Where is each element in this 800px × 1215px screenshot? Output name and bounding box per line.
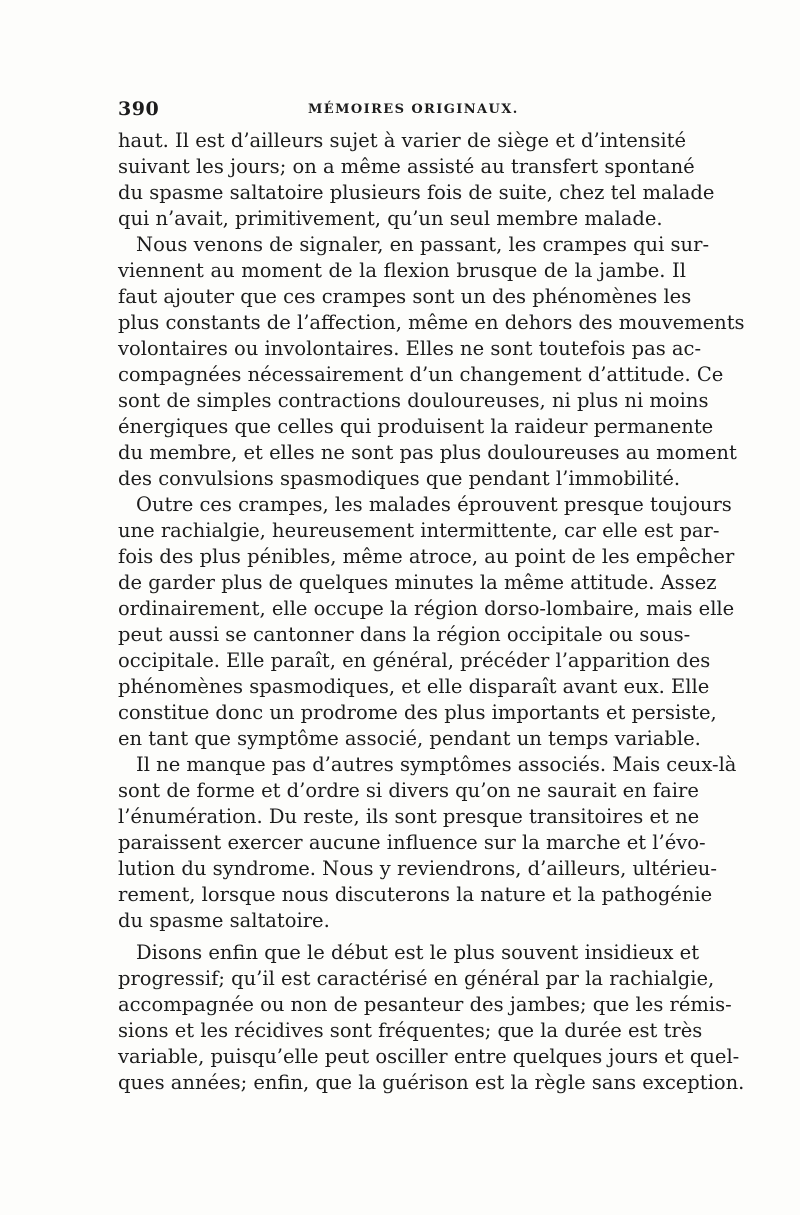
text-line: haut. Il est d’ailleurs sujet à varier de siège et d’intensité: [118, 129, 686, 152]
paragraph-2: [118, 232, 745, 492]
text-line: de garder plus de quelques minutes la même attitude. Assez: [118, 571, 717, 594]
text-line: progressif; qu’il est caractérisé en général par la rachialgie,: [118, 967, 715, 990]
text-line: sions et les récidives sont fréquentes; que la durée est très: [118, 1019, 703, 1042]
text-line: ques années; enfin, que la guérison est la règle sans exception.: [118, 1071, 745, 1094]
text-line: occipitale. Elle paraît, en général, précéder l’apparition des: [118, 649, 711, 672]
text-line: une rachialgie, heureusement intermittente, car elle est par-: [118, 519, 720, 542]
text-line: faut ajouter que ces crampes sont un des phénomènes les: [118, 285, 692, 308]
text-line: paraissent exercer aucune influence sur la marche et l’évo-: [118, 831, 706, 854]
running-head: [118, 98, 688, 126]
text-line: suivant les jours; on a même assisté au transfert spontané: [118, 155, 695, 178]
text-line: Nous venons de signaler, en passant, les crampes qui sur-: [136, 233, 710, 256]
text-line: l’énumération. Du reste, ils sont presque transitoires et ne: [118, 805, 700, 828]
text-line: Il ne manque pas d’autres symptômes associés. Mais ceux-là: [136, 753, 737, 776]
text-line: Outre ces crampes, les malades éprouvent presque toujours: [136, 493, 732, 516]
paragraph-3: [118, 492, 735, 752]
text-line: constitue donc un prodrome des plus importants et persiste,: [118, 701, 717, 724]
text-line: viennent au moment de la flexion brusque de la jambe. Il: [118, 259, 686, 282]
body-text: [118, 128, 745, 1096]
paragraph-4: [118, 752, 737, 934]
text-line: volontaires ou involontaires. Elles ne sont toutefois pas ac-: [118, 337, 702, 360]
text-line: Disons enfin que le début est le plus souvent insidieux et: [136, 941, 700, 964]
text-line: qui n’avait, primitivement, qu’un seul membre malade.: [118, 207, 663, 230]
text-line: peut aussi se cantonner dans la région occipitale ou sous-: [118, 623, 691, 646]
text-line: en tant que symptôme associé, pendant un temps variable.: [118, 727, 701, 750]
text-line: plus constants de l’affection, même en dehors des mouvements: [118, 311, 745, 334]
text-line: sont de forme et d’ordre si divers qu’on ne saurait en faire: [118, 779, 699, 802]
text-line: rement, lorsque nous discuterons la nature et la pathogénie: [118, 883, 713, 906]
text-line: des convulsions spasmodiques que pendant l’immobilité.: [118, 467, 681, 490]
text-line: énergiques que celles qui produisent la raideur permanente: [118, 415, 714, 438]
paragraph-5: [118, 940, 745, 1096]
text-line: du membre, et elles ne sont pas plus douloureuses au moment: [118, 441, 737, 464]
text-line: compagnées nécessairement d’un changement d’attitude. Ce: [118, 363, 724, 386]
text-line: accompagnée ou non de pesanteur des jambes; que les rémis-: [118, 993, 732, 1016]
text-line: ordinairement, elle occupe la région dorso-lombaire, mais elle: [118, 597, 735, 620]
text-line: phénomènes spasmodiques, et elle disparaît avant eux. Elle: [118, 675, 710, 698]
text-line: sont de simples contractions douloureuses, ni plus ni moins: [118, 389, 709, 412]
text-line: du spasme saltatoire.: [118, 909, 330, 932]
text-line: fois des plus pénibles, même atroce, au point de les empêcher: [118, 545, 735, 568]
running-title: MÉMOIRES ORIGINAUX.: [308, 102, 519, 117]
page-number: 390: [118, 98, 160, 120]
text-line: du spasme saltatoire plusieurs fois de suite, chez tel malade: [118, 181, 715, 204]
text-line: lution du syndrome. Nous y reviendrons, d’ailleurs, ultérieu-: [118, 857, 717, 880]
paragraph-1: [118, 128, 715, 232]
text-line: variable, puisqu’elle peut osciller entre quelques jours et quel-: [118, 1045, 740, 1068]
